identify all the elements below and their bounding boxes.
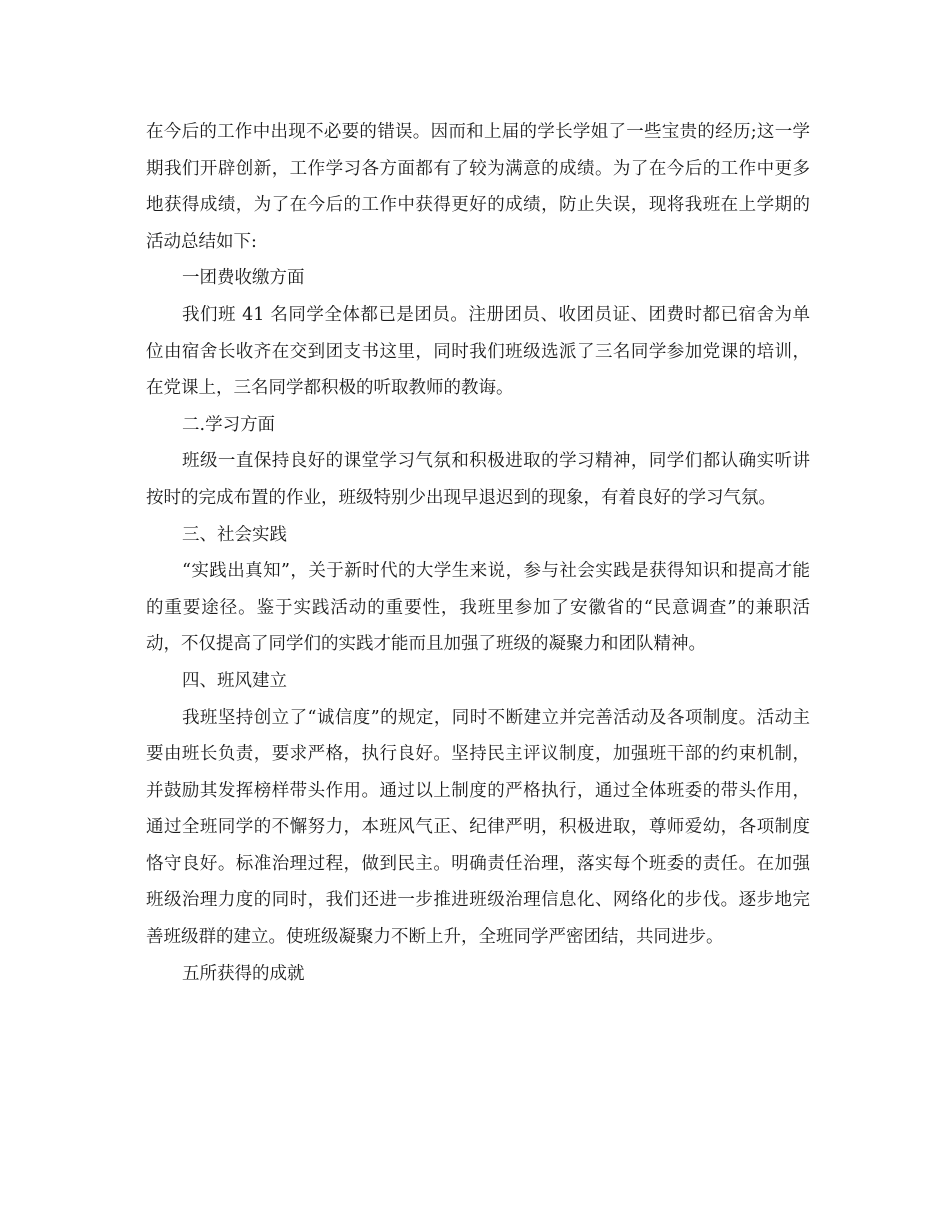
paragraph-class-style: 我班坚持创立了“诚信度”的规定，同时不断建立并完善活动及各项制度。活动主要由班长负责，要求严格，执行良好。坚持民主评议制度，加强班干部的约束机制，并鼓励其发挥榜样带头作用。通过以上制度的严格执行，通过全体班委的带头作用，通过全班同学的不懈努力，本班风气正、纪律严明，积极进取，尊师爱幼，各项制度恪守良好。标准治理过程，做到民主。明确责任治理，落实每个班委的责任。在加强班级治理力度的同时，我们还进一步推进班级治理信息化、网络化的步伐。逐步地完善班级群的建立。使班级凝聚力不断上升，全班同学严密团结，共同进步。 bbox=[146, 707, 810, 948]
section-heading-social-practice: 三、社会实践 bbox=[182, 524, 287, 545]
document-body bbox=[146, 114, 810, 992]
paragraph-social-practice: “实践出真知”，关于新时代的大学生来说，参与社会实践是获得知识和提高才能的重要途径。鉴于实践活动的重要性，我班里参加了安徽省的“民意调查”的兼职活动，不仅提高了同学们的实践才能而且加强了班级的凝聚力和团队精神。 bbox=[146, 561, 810, 655]
section-heading-league-fees: 一团费收缴方面 bbox=[182, 268, 305, 289]
paragraph-intro: 在今后的工作中出现不必要的错误。因而和上届的学长学姐了一些宝贵的经历;这一学期我们开辟创新，工作学习各方面都有了较为满意的成绩。为了在今后的工作中更多地获得成绩，为了在今后的工作中获得更好的成绩，防止失误，现将我班在上学期的活动总结如下: bbox=[146, 122, 810, 252]
paragraph-league-fees: 我们班 41 名同学全体都已是团员。注册团员、收团员证、团费时都已宿舍为单位由宿舍长收齐在交到团支书这里，同时我们班级选派了三名同学参加党课的培训，在党课上，三名同学都积极的听取教师的教诲。 bbox=[146, 304, 810, 399]
paragraph-study: 班级一直保持良好的课堂学习气氛和积极进取的学习精神，同学们都认确实听讲按时的完成布置的作业，班级特别少出现早退迟到的现象，有着良好的学习气氛。 bbox=[146, 451, 810, 508]
section-heading-study: 二.学习方面 bbox=[182, 414, 276, 435]
section-heading-class-style: 四、班风建立 bbox=[182, 670, 287, 691]
section-heading-achievements: 五所获得的成就 bbox=[182, 963, 305, 984]
